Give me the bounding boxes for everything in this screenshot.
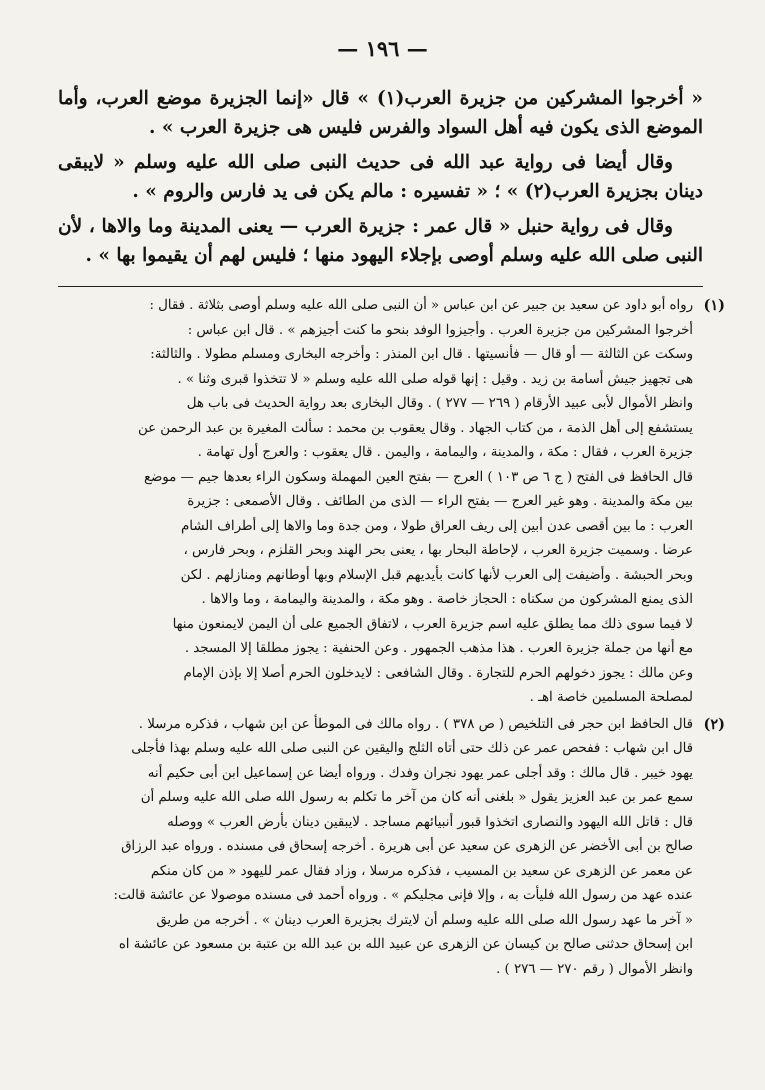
footnote-line: وانظر الأموال لأبى عبيد الأرقام ( ٢٦٩ — ٢٧٧ ) . وقال البخارى بعد رواية الحديث فى باب هل [186,396,693,411]
main-text [58,84,703,276]
footnote-line: هى تجهيز جيش أسامة بن زيد . وقيل : إنها قوله صلى الله عليه وسلم « لا تتخذوا قبرى وثنا » . [177,371,693,387]
footnote-line: عن معمر عن الزهرى عن سعيد بن المسيب ، فذكره مرسلا ، وزاد فقال عمر لليهود « من كان منكم [150,863,693,879]
footnote-line: مع أنها من جملة جزيرة العرب . هذا مذهب الجمهور . وعن الحنفية : يجوز مطلقا إلا المسجد . [184,641,693,656]
paragraph-1: « أخرجوا المشركين من جزيرة العرب(١) » قال «إنما الجزيرة موضع العرب، وأما الموضع الذى يكون فيه أهل السواد والفرس فليس هى جزيرة العرب » . [58,88,703,138]
footnote-line: قال الحافظ ابن حجر فى التلخيص ( ص ٣٧٨ ) . رواه مالك فى الموطأ عن ابن شهاب ، فذكره مرسلا . [138,716,693,732]
footnote-line: عرضا . وسميت جزيرة العرب ، لإحاطة البحار بها ، يعنى بحر الهند وبحر القلزم ، وبحر فارس ، [183,543,693,558]
footnote-number: (٢) [703,715,725,733]
footnote-line: العرب : ما بين أقصى عدن أبين إلى ريف العراق طولا ، ومن جدة وما والاها إلى أطراف الشام [180,518,693,534]
footnote-text [56,294,693,711]
footnote-line: قال : قاتل الله اليهود والنصارى اتخذوا قبور أنبيائهم مساجد . لايبقين دينان بأرض العرب » ووصله [167,814,693,830]
paragraph-2: وقال أيضا فى رواية عبد الله فى حديث النبى صلى الله عليه وسلم « لايبقى دينان بجزيرة العرب(٢) » ؛ « تفسيره : مالم يكن فى يد فارس والروم » . [58,152,703,202]
footnote-line: وانظر الأموال ( رقم ٢٧٠ — ٢٧٦ ) . [496,961,693,977]
footnote-line: الذى يمنع المشركون من سكناه : الحجاز خاصة . وهو مكة ، والمدينة واليمامة ، وما والاها . [201,592,693,607]
footnote-line: لا فيما سوى ذلك مما يطلق عليه اسم جزيرة العرب ، لاتفاق الجميع على أن اليمن لايمنعون منها [172,616,693,632]
footnote-line: قال ابن شهاب : ففحص عمر عن ذلك حتى أتاه الثلج واليقين عن النبى صلى الله عليه وسلم بهذا فأجلى [131,741,693,756]
footnote-line: « آخر ما عهد رسول الله صلى الله عليه وسلم أن لايترك بجزيرة العرب دينان » . أخرجه من طريق [156,912,693,928]
footnote-line: لمصلحة المسلمين خاصة اهـ . [529,690,693,705]
footnote-1 [56,294,725,711]
footnote-line: بين مكة والمدينة . وهو غير العرج — بفتح الراء — الذى من الطائف . وقال الأصمعى : جزيرة [187,494,693,509]
footnote-line: وعن مالك : يجوز دخولهم الحرم للتجارة . وقال الشافعى : لايدخلون الحرم أصلا إلا بإذن الإمام [183,665,693,681]
footnote-line: رواه أبو داود عن سعيد بن جبير عن ابن عباس « أن النبى صلى الله عليه وسلم أوصى بثلاثة . فقال : [149,298,693,313]
footnote-line: يهود خيبر . قال مالك : وقد أجلى عمر يهود نجران وفدك . ورواه أيضا عن إسماعيل ابن أبى حكيم أنه [147,765,693,781]
footnote-line: وسكت عن الثالثة — أو قال — فأنسيتها . قال ابن المنذر : وأخرجه البخارى ومسلم مطولا . والثالثة: [150,347,693,362]
footnote-line: وبحر الحبشة . وأضيفت إلى العرب لأنها كانت بأيديهم قبل الإسلام وبها أوطانهم ومنازلهم . لكن [180,567,693,583]
footnote-line: صالح بن أبى الأخضر عن الزهرى عن سعيد عن أبى هريرة . أخرجه إسحاق فى مسنده . ورواه عبد الرزاق [121,839,693,854]
footnotes [56,294,725,982]
footnote-number: (١) [703,297,725,314]
footnote-line: يستشفع إلى أهل الذمة ، من كتاب الجهاد . وقال يعقوب بن محمد : سألت المغيرة بن عبد الرحمن عن [137,420,693,436]
footnote-text [56,713,693,983]
footnote-line: جزيرة العرب ، فقال : مكة ، والمدينة ، واليمامة ، واليمن . قال يعقوب : والعرج أول تهامة . [197,445,693,460]
footnote-line: سمع عمر بن عبد العزيز يقول « بلغنى أنه كان من آخر ما تكلم به رسول الله صلى الله عليه وسلم أن [140,790,693,805]
paragraph-3: وقال فى رواية حنبل « قال عمر : جزيرة العرب — يعنى المدينة وما والاها ، لأن النبى صلى الله عليه وسلم أوصى بإجلاء اليهود منها ؛ فليس لهم أن يقيموا بها » . [58,216,703,266]
footnote-line: عنده عهد من رسول الله فليأت به ، وإلا فإنى مجليكم » . ورواه أحمد فى مسنده موصولا عن عائشة قالت: [113,888,693,903]
footnote-line: أخرجوا المشركين من جزيرة العرب . وأجيزوا الوفد بنحو ما كنت أجيزهم » . قال ابن عباس : [187,322,693,338]
footnote-line: قال الحافظ فى الفتح ( ج ٦ ص ١٠٣ ) العرج — بفتح العين المهملة وسكون الراء بعدها جيم — موضع [143,469,693,485]
footnote-separator [58,286,703,287]
footnote-2 [56,713,725,983]
page-number: — ١٩٦ — [337,36,428,61]
footnote-line: ابن إسحاق حدثنى صالح بن كيسان عن الزهرى عن عبيد الله بن عبد الله بن عتبة بن مسعود عن عائشة اه [118,937,693,952]
